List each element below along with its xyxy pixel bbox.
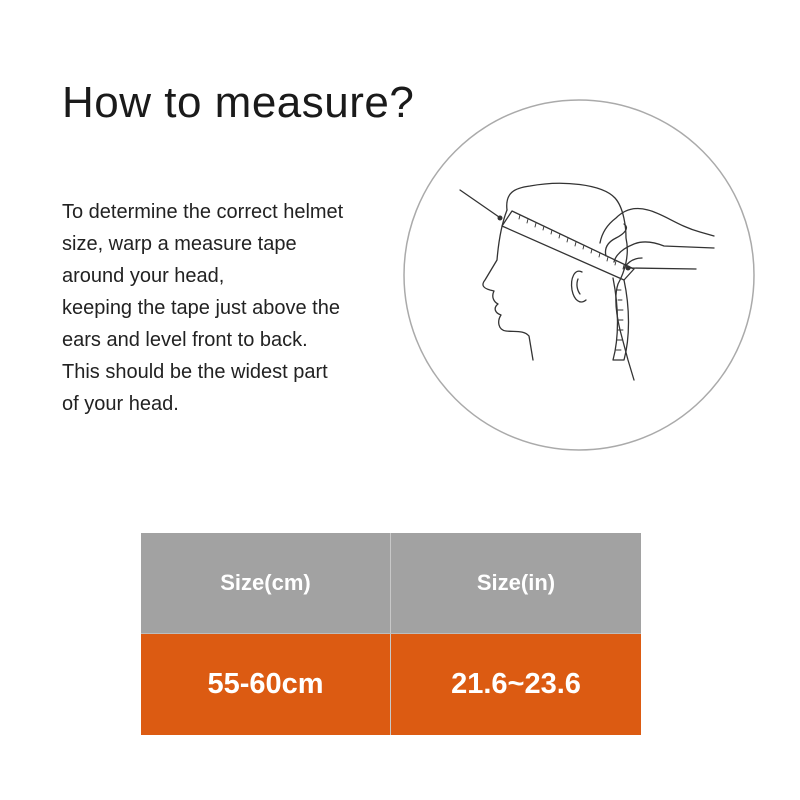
ear: [572, 271, 586, 302]
size-cm-value: 55-60cm: [141, 634, 391, 735]
pointer-line: [460, 190, 499, 217]
instruction-line: around your head,: [62, 265, 225, 287]
instruction-line: keeping the tape just above the: [62, 297, 340, 319]
instruction-line: ears and level front to back.: [62, 329, 308, 351]
head-measuring-tape-icon: [402, 98, 756, 452]
page-title: How to measure?: [62, 78, 415, 127]
instruction-line: of your head.: [62, 393, 179, 415]
instruction-line: This should be the widest part: [62, 361, 328, 383]
instruction-line: To determine the correct helmet: [62, 201, 344, 223]
instruction-line: size, warp a measure tape: [62, 233, 297, 255]
measure-tape: [502, 211, 634, 280]
size-in-value: 21.6~23.6: [391, 634, 641, 735]
size-in-header: Size(in): [391, 533, 641, 634]
size-cm-header: Size(cm): [141, 533, 391, 634]
illustration-circle-frame: [404, 100, 754, 450]
measure-instructions: [62, 196, 407, 420]
face-profile: [483, 210, 533, 360]
size-table: [141, 533, 641, 735]
pointer-line: [630, 268, 696, 269]
